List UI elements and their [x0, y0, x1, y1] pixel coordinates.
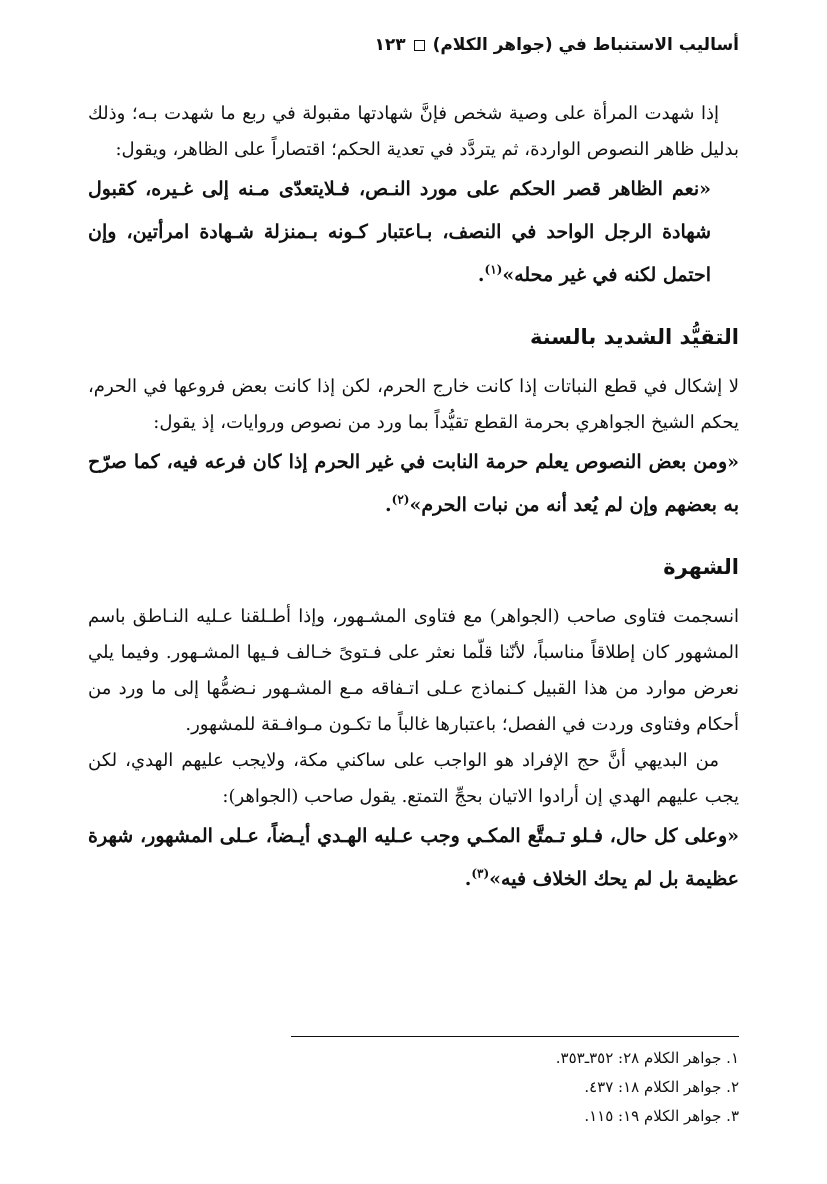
- footnote-ref-3: (٣): [471, 866, 490, 881]
- separator-square-icon: [414, 40, 425, 51]
- section-heading-sunnah: التقيُّد الشديد بالسنة: [529, 325, 739, 349]
- footnotes: [88, 1044, 739, 1131]
- quote-2-text: «ومن بعض النصوص يعلم حرمة النابت في غير الحرم إذا كان فرعه فيه، كما صرّح به بعضهم وإن لم يُعد أنه من نبات الحرم»: [88, 451, 739, 516]
- quote-3: «وعلى كل حال، فـلو تـمتَّع المكـي وجب عـليه الهـدي أيـضاً، عـلى المشهور، شهرة عظيمة بل لم يحك الخلاف فيه»$^{(٣)}$.: [88, 825, 739, 890]
- section-heading-shuhra: الشهرة: [663, 555, 739, 579]
- footnote-ref-1: (١): [484, 262, 503, 277]
- paragraph-2: لا إشكال في قطع النباتات إذا كانت خارج الحرم، لكن إذا كانت بعض فروعها في الحرم، يحكم الشيخ الجواهري بحرمة القطع تقيُّداً بما ورد من نصوص وروايات، إذ يقول:: [88, 376, 739, 433]
- footnote-3: ٣. جواهر الكلام ١٩: ١١٥.: [584, 1107, 739, 1125]
- footnote-divider: [291, 1036, 739, 1037]
- quote-1: «نعم الظاهر قصر الحكم على مورد النـص، فـلايتعدّى مـنه إلى غـيره، كقبول شهادة الرجل الواحد في النصف، بـاعتبار كـونه بـمنزلة شـهادة امرأتين، وإن احتمل لكنه في غير محله»$^{(١)}$.: [88, 178, 711, 286]
- footnote-1: ١. جواهر الكلام ٢٨: ٣٥٢ـ٣٥٣.: [555, 1049, 739, 1067]
- paragraph-4: من البديهي أنَّ حج الإفراد هو الواجب على ساكني مكة، ولايجب عليهم الهدي، لكن يجب عليهم الهدي إن أرادوا الاتيان بحجِّ التمتع. يقول صاحب (الجواهر):: [88, 750, 739, 807]
- page-number: ١٢٣: [374, 35, 406, 55]
- header-title: أساليب الاستنباط في (جواهر الكلام): [432, 35, 739, 55]
- footnote-ref-2: (٢): [391, 492, 410, 507]
- quote-1-text: «نعم الظاهر قصر الحكم على مورد النـص، فـلايتعدّى مـنه إلى غـيره، كقبول شهادة الرجل الواحد في النصف، بـاعتبار كـونه بـمنزلة شـهادة امرأتين، وإن احتمل لكنه في غير محله»: [88, 178, 711, 286]
- quote-3-text: «وعلى كل حال، فـلو تـمتَّع المكـي وجب عـليه الهـدي أيـضاً، عـلى المشهور، شهرة عظيمة بل لم يحك الخلاف فيه»: [88, 825, 739, 890]
- paragraph-3: انسجمت فتاوى صاحب (الجواهر) مع فتاوى المشـهور، وإذا أطـلقنا عـليه النـاطق باسم المشهور كان إطلاقاً مناسباً، لأنّنا قلّما نعثر على فـتوىً خـالف فـيها المشـهور. وفيما يلي نعرض موارد من هذا القبيل كـنماذج عـلى اتـفاقه مـع المشـهور نـضمُّها إلى ما ورد من أحكام وفتاوى وردت في الفصل؛ باعتبارها غالباً ما تكـون مـوافـقة للمشهور.: [88, 606, 739, 735]
- running-header: [88, 30, 739, 60]
- footnote-2: ٢. جواهر الكلام ١٨: ٤٣٧.: [584, 1078, 739, 1096]
- quote-2: «ومن بعض النصوص يعلم حرمة النابت في غير الحرم إذا كان فرعه فيه، كما صرّح به بعضهم وإن لم يُعد أنه من نبات الحرم»$^{(٢)}$.: [88, 451, 739, 516]
- main-text: [88, 96, 739, 901]
- paragraph-1: إذا شهدت المرأة على وصية شخص فإنَّ شهادتها مقبولة في ربع ما شهدت بـه؛ وذلك بدليل ظاهر النصوص الواردة، ثم يتردَّد في تعدية الحكم؛ اقتصاراً على الظاهر، ويقول:: [88, 103, 739, 160]
